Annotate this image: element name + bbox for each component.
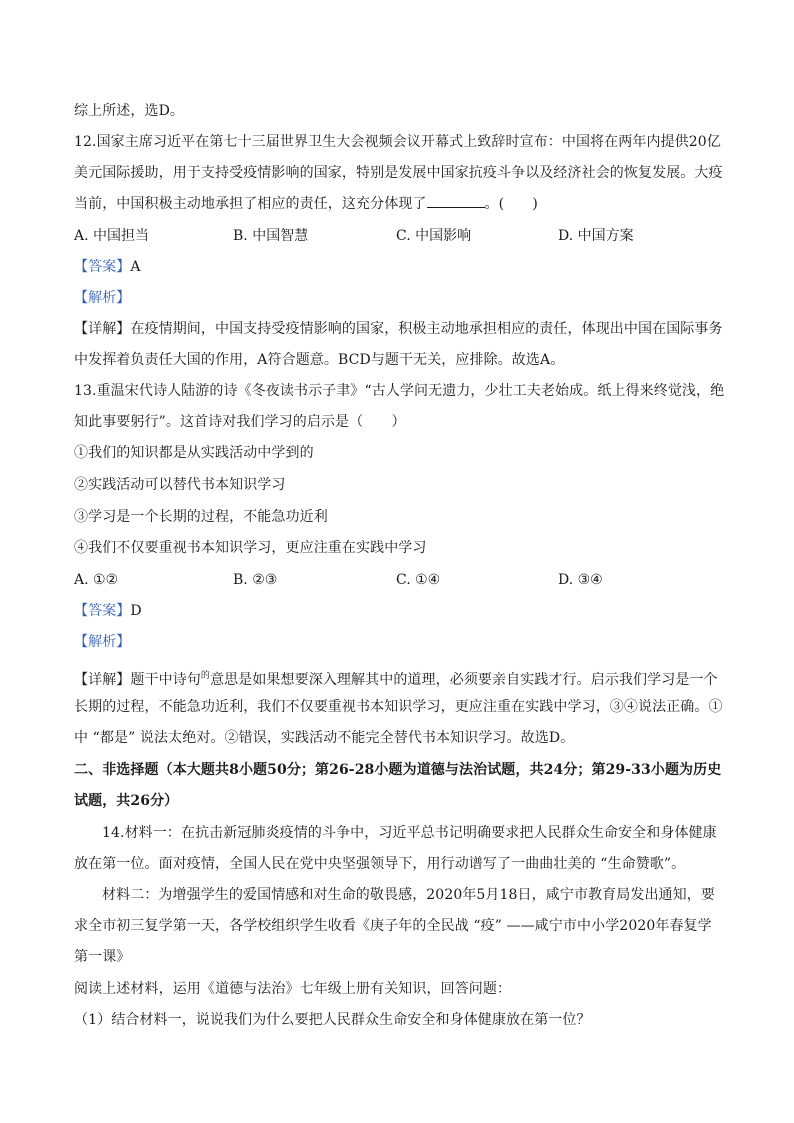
q13-stem-line-1: 13.重温宋代诗人陆游的诗《冬夜读书示子聿》“古人学问无遗力，少壮工夫老始成。纸上得来终觉浅，绝 bbox=[74, 383, 725, 399]
conclusion-line: 综上所述，选D。 bbox=[74, 103, 185, 119]
q14-subquestion-1: （1）结合材料一，说说我们为什么要把人民群众生命安全和身体健康放在第一位？ bbox=[74, 1012, 591, 1028]
q13-statement-1: ①我们的知识都是从实践活动中学到的 bbox=[74, 445, 314, 461]
detail-text: 在疫情期间，中国支持受疫情影响的国家，积极主动地承担相应的责任，体现出中国在国际事务 bbox=[130, 321, 723, 337]
q12-stem-line-3 bbox=[74, 194, 538, 214]
section-2-heading-line-1: 二、非选择题（本大题共8小题50分；第26-28小题为道德与法治试题，共24分；第29-33小题为历史 bbox=[74, 762, 722, 778]
q12-stem-line-1: 12.国家主席习近平在第七十三届世界卫生大会视频会议开幕式上致辞时宣布：中国将在两年内提供20亿 bbox=[74, 134, 721, 150]
q13-option-b: B. ②③ bbox=[233, 572, 278, 588]
answer-tag: 【答案】 bbox=[74, 603, 131, 619]
q14-material-1-line-1: 14.材料一：在抗击新冠肺炎疫情的斗争中，习近平总书记明确要求把人民群众生命安全和身体健康 bbox=[102, 825, 717, 841]
q13-option-c: C. ①④ bbox=[396, 572, 441, 588]
q14-material-2-line-2: 求全市初三复学第一天，各学校组织学生收看《庚子年的全民战 “疫” ——咸宁市中小学2020年春复学 bbox=[74, 918, 712, 934]
q13-statement-4: ④我们不仅要重视书本知识学习，更应注重在实践中学习 bbox=[74, 540, 427, 556]
q14-material-2-line-1: 材料二：为增强学生的爱国情感和对生命的敬畏感，2020年5月18日，咸宁市教育局发出通知，要 bbox=[102, 887, 715, 903]
answer-blank bbox=[427, 194, 485, 208]
q13-detail-line-1 bbox=[74, 666, 718, 690]
q13-option-a: A. ①② bbox=[74, 572, 119, 588]
detail-text-b: 意思是如果想要深入理解其中的道理，必须要亲自实践才行。启示我们学习是一个 bbox=[210, 672, 718, 688]
answer-value: D bbox=[130, 603, 142, 619]
q12-detail-line-1 bbox=[74, 319, 723, 339]
q12-option-b: B. 中国智慧 bbox=[233, 228, 309, 244]
q12-analysis-tag: 【解析】 bbox=[74, 290, 131, 306]
answer-tag: 【答案】 bbox=[74, 259, 131, 275]
q13-stem-line-2: 知此事要躬行”。这首诗对我们学习的启示是（ ） bbox=[74, 414, 406, 430]
q13-analysis-tag: 【解析】 bbox=[74, 634, 131, 650]
q13-statement-2: ②实践活动可以替代书本知识学习 bbox=[74, 477, 286, 493]
q12-detail-line-2: 中发挥着负责任大国的作用，A符合题意。BCD与题干无关，应排除。故选A。 bbox=[74, 352, 565, 368]
q12-stem-line-2: 美元国际援助，用于支持受疫情影响的国家，特别是发展中国家抗疫斗争以及经济社会的恢复发展。大疫 bbox=[74, 165, 723, 181]
q12-option-d: D. 中国方案 bbox=[558, 228, 634, 244]
answer-value: A bbox=[130, 259, 141, 275]
q13-detail-line-3: 中 “都是” 说法太绝对。②错误，实践活动不能完全替代书本知识学习。故选D。 bbox=[74, 730, 575, 746]
q13-answer-line bbox=[74, 601, 142, 621]
q13-detail-line-2: 长期的过程，不能急功近利，我们不仅要重视书本知识学习，更应注重在实践中学习，③④说法正确。① bbox=[74, 699, 723, 715]
q13-statement-3: ③学习是一个长期的过程，不能急功近利 bbox=[74, 509, 328, 525]
q12-option-a: A. 中国担当 bbox=[74, 228, 150, 244]
q13-option-d: D. ③④ bbox=[558, 572, 603, 588]
q12-answer-line bbox=[74, 257, 141, 277]
q14-material-2-line-3: 第一课》 bbox=[74, 949, 131, 965]
detail-tag: 【详解】 bbox=[74, 672, 131, 688]
detail-superscript: 的 bbox=[200, 671, 211, 681]
detail-tag: 【详解】 bbox=[74, 321, 131, 337]
section-2-heading-line-2: 试题，共26分） bbox=[74, 793, 179, 809]
q14-instruction: 阅读上述材料，运用《道德与法治》七年级上册有关知识，回答问题： bbox=[74, 981, 512, 997]
q12-paren: 。( ) bbox=[484, 196, 538, 212]
q12-option-c: C. 中国影响 bbox=[396, 228, 472, 244]
q14-material-1-line-2: 放在第一位。面对疫情，全国人民在党中央坚强领导下，用行动谱写了一曲曲壮美的 “生命赞歌”。 bbox=[74, 856, 686, 872]
detail-text-a: 题干中诗句 bbox=[130, 672, 201, 688]
q12-stem-text: 当前，中国积极主动地承担了相应的责任，这充分体现了 bbox=[74, 196, 427, 212]
